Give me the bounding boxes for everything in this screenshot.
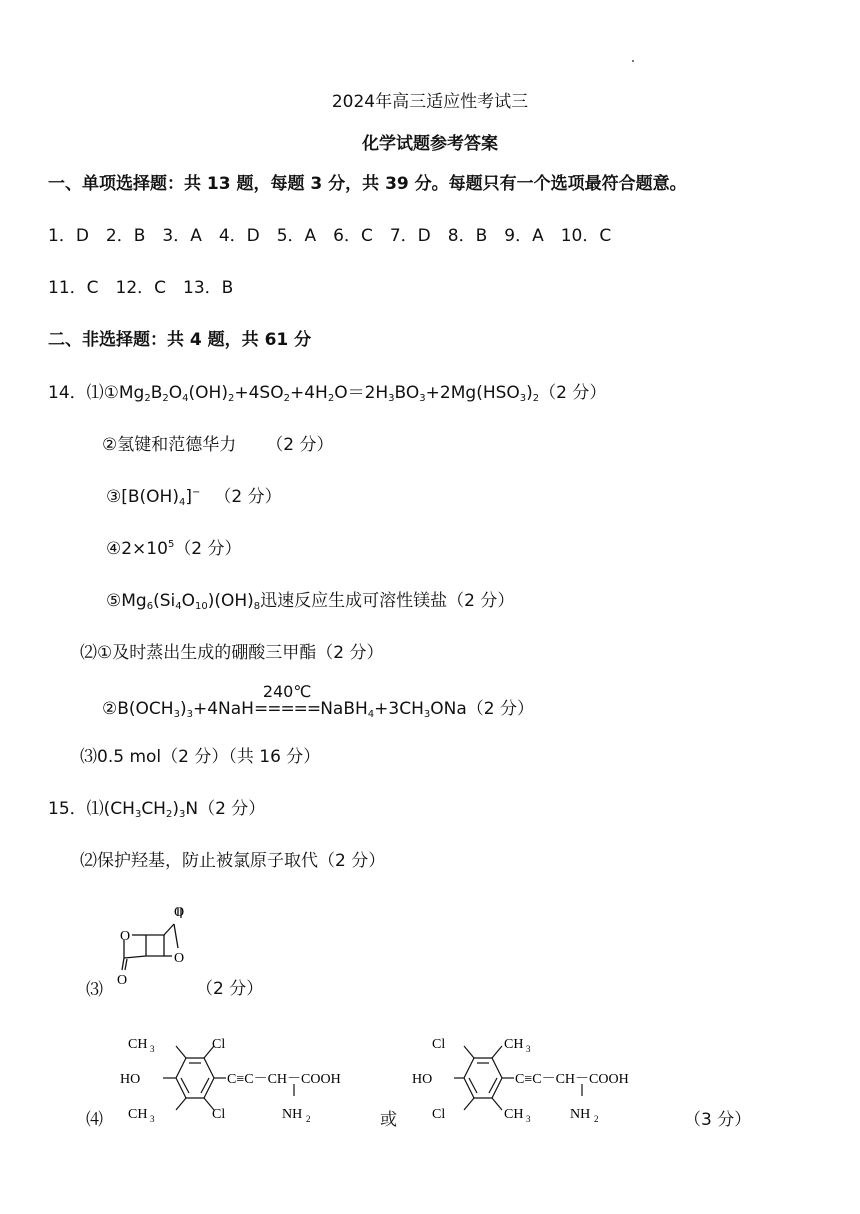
or-connector: 或 [380,1110,397,1130]
svg-text:HO: HO [412,1072,433,1087]
q14-line-1-4: $④2\times 10^5(2$ 分） [106,539,242,559]
answer-text: ②氢键和范德华力 [102,435,237,455]
score: （2 分） [174,539,242,559]
q14-line-1-3: $③[B(OH)_4]^-$ （2 分） [106,487,282,508]
svg-text:Cl: Cl [212,1037,226,1052]
side-chain: C≡C－CH－COOH [227,1072,341,1087]
structure-1 [116,1030,376,1130]
total-score: （共 16 分） [228,747,321,767]
svg-text:CH: CH [504,1107,524,1122]
q15-part3-score: （2 分） [196,979,264,999]
score: （2 分） [161,747,229,767]
answer-row-2: 11．C 12．C 13．B [48,278,234,298]
svg-text:2: 2 [306,1114,311,1124]
page-speck [632,60,634,62]
score: （2 分） [466,699,534,719]
answer-row-1: 1．D 2．B 3．A 4．D 5．A 6．C 7．D 8．B 9．A 10．C [48,226,612,246]
svg-text:CH: CH [128,1037,148,1052]
reaction-condition: 240℃ [262,682,312,701]
score: （2 分） [316,643,384,663]
svg-text:3: 3 [150,1044,155,1054]
atom-o: O [174,905,185,920]
dilactone-structure [108,898,198,994]
section2-heading: 二、非选择题：共 4 题，共 61 分 [48,330,312,350]
q14-part1-prefix: ⑴① [86,383,119,403]
svg-text:NH: NH [570,1107,591,1122]
q15-number: 15． [48,799,87,819]
q14-equation: $Mg_2B_2O_4(OH)_2+4SO_2+4H_2O=2H_3BO_3+2Mg(HSO_3)_2$ [118,383,540,404]
q14-line-1-5: $⑤Mg_6(Si_4O_{10})(OH)_8$迅速反应生成可溶性镁盐（2 分） [106,591,515,612]
q15-part4-label: ⑷ [86,1110,103,1130]
svg-text:Cl: Cl [432,1037,446,1052]
score: （2 分） [198,799,266,819]
svg-text:HO: HO [120,1072,141,1087]
svg-text:CH: CH [128,1107,148,1122]
svg-text:3: 3 [526,1114,531,1124]
svg-text:3: 3 [526,1044,531,1054]
q14-line-2-1: ⑵①及时蒸出生成的硼酸三甲酯（2 分） [80,643,384,663]
q14-line-3: ⑶0.5 mol（2 分）（共 16 分） [80,747,321,767]
svg-text:Cl: Cl [212,1107,226,1122]
atom-o: O [120,929,131,944]
svg-text:Cl: Cl [432,1107,446,1122]
score: （2 分） [266,435,334,455]
score: （2 分） [318,851,386,871]
score: （2 分） [214,487,282,507]
structure-2 [410,1030,672,1130]
q14-number: 14． [48,383,87,403]
score: （2 分） [539,383,607,403]
q14-line-1-1 [48,381,606,405]
side-chain: C≡C－CH－COOH [515,1072,629,1087]
doc-title: 2024年高三适应性考试三 [331,92,529,112]
doc-subtitle: 化学试题参考答案 [362,134,498,154]
svg-text:NH: NH [282,1107,303,1122]
q15-part4-score: （3 分） [684,1110,752,1130]
q15-line-1: 15．$⑴(CH_3CH_2)_3N(2$ 分） [48,799,266,820]
q15-line-2: ⑵保护羟基，防止被氯原子取代（2 分） [80,851,386,871]
q14-line-2-2: $②B(OCH_3)_3+4NaH$ 240℃ $=====NaBH_4+3CH_3ONa(2$ 分） [102,682,534,720]
score: （2 分） [447,591,515,611]
q15-part3-label: ⑶ [86,980,103,1000]
atom-o: O [174,951,185,966]
svg-text:3: 3 [150,1114,155,1124]
q14-line-1-2 [102,433,333,457]
svg-text:CH: CH [504,1037,524,1052]
section1-heading: 一、单项选择题：共 13 题，每题 3 分，共 39 分。每题只有一个选项最符合题意。 [48,174,687,194]
atom-o: O [117,973,128,988]
reaction-arrow: 240℃ ===== [253,682,321,719]
svg-text:2: 2 [594,1114,599,1124]
